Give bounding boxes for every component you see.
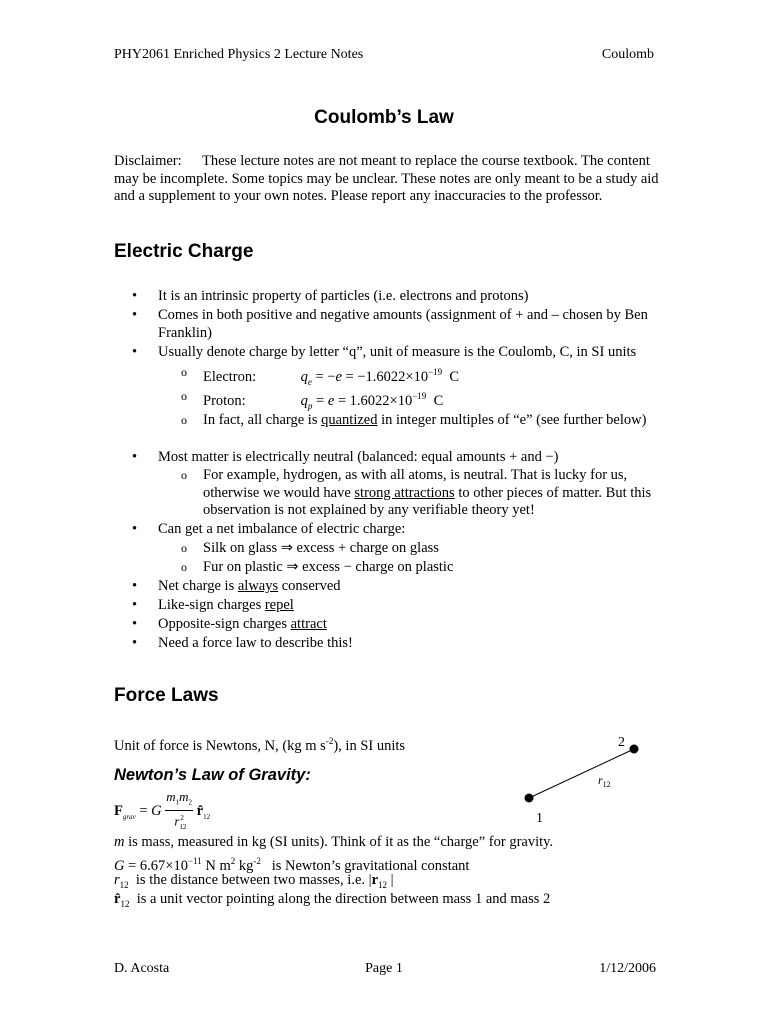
- underlined-attract: attract: [290, 616, 327, 632]
- disclaimer-text: These lecture notes are not meant to replace the course textbook. The content may be incomplete. Some topics may be unclear. These notes are only meant to be a study aid and a supplement to your own notes. Please report any inaccuracies to the professor.: [114, 153, 659, 204]
- header-course-title: PHY2061 Enriched Physics 2 Lecture Notes: [114, 47, 364, 62]
- footer-date: 1/12/2006: [599, 961, 656, 976]
- unit-vector-definition-line: $r̂_{12}$ is a unit vector pointing along the direction between mass 1 and mass 2: [114, 891, 551, 909]
- mass-definition-line: m is mass, measured in kg (SI units). Think of it as the “charge” for gravity.: [114, 834, 554, 850]
- gravity-vector-diagram: [490, 730, 660, 830]
- gravitational-constant-line: $G = 6.67\times 10^{-11}$ N $m^2$ $kg^{-2}$ is Newton’s gravitational constant: [114, 856, 470, 874]
- section-heading-force-laws: Force Laws: [114, 685, 219, 706]
- footer-page-number: Page 1: [365, 961, 403, 976]
- distance-definition-line: $r_{12}$ is the distance between two masses, i.e. $|r_{12}$ |: [114, 872, 394, 890]
- separation-label: $r_{12}$: [598, 773, 611, 789]
- mass-2-dot: [630, 745, 639, 754]
- separation-line: [529, 749, 634, 798]
- page-title: Coulomb’s Law: [314, 107, 454, 128]
- footer-author: D. Acosta: [114, 961, 170, 976]
- subheading-newton-gravity: Newton’s Law of Gravity:: [114, 766, 311, 784]
- mass-1-dot: [525, 794, 534, 803]
- proton-label: Proton:: [203, 392, 246, 409]
- disclaimer-paragraph: [114, 153, 659, 206]
- underlined-always: always: [237, 578, 279, 594]
- underlined-quantized: quantized: [321, 412, 378, 428]
- gravity-formula: $F_{grav} = G$ $\frac{m_1m_2}{r_{12}^2}$ $r̂_{12}$: [114, 789, 211, 831]
- force-unit-line: Unit of force is Newtons, N, (kg m $s^{-2}$), in SI units: [114, 736, 406, 754]
- mass-2-label: 2: [618, 735, 625, 750]
- electron-label: Electron:: [203, 368, 257, 385]
- underlined-repel: repel: [264, 597, 294, 613]
- header-topic: Coulomb: [601, 47, 654, 62]
- underlined-strong-attractions: strong attractions: [354, 484, 455, 501]
- disclaimer-label: Disclaimer:: [114, 153, 182, 169]
- mass-1-label: 1: [536, 811, 543, 826]
- section-heading-electric-charge: Electric Charge: [114, 241, 254, 262]
